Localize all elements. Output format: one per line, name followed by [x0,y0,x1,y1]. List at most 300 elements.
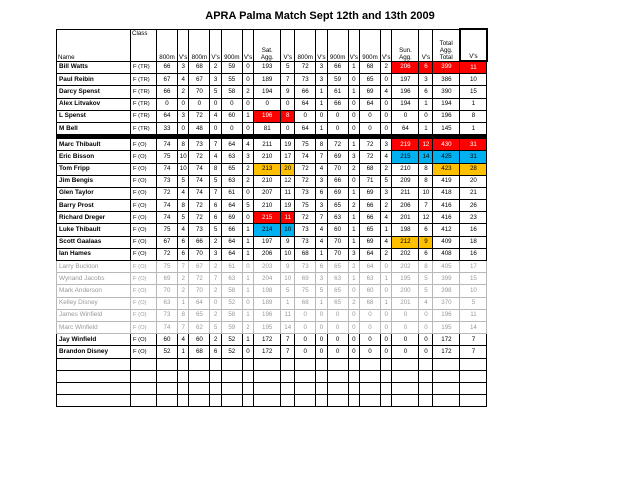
score-cell: 0 [242,74,253,86]
empty-cell [381,370,392,382]
shooter-name: Brandon Disney [57,346,131,358]
shooter-name: Jim Bengis [57,175,131,187]
empty-cell [221,382,242,394]
score-cell: 193 [254,61,281,74]
shooter-name: Richard Dreger [57,212,131,224]
table-row [57,110,487,122]
column-header: V's [316,29,327,61]
score-cell: 52 [221,297,242,309]
shooter-name: Bill Watts [57,61,131,74]
score-cell: 198 [254,285,281,297]
empty-cell [381,382,392,394]
empty-row [57,395,487,407]
score-cell: 0 [381,346,392,358]
score-cell: 65 [221,163,242,175]
empty-cell [131,395,157,407]
score-cell: 4 [381,151,392,163]
empty-cell [316,358,327,370]
score-cell: 172 [254,346,281,358]
score-cell: 3 [419,74,433,86]
score-cell: 68 [360,61,381,74]
score-cell: 65 [360,224,381,236]
score-cell: 8 [210,163,221,175]
empty-cell [210,382,221,394]
score-cell: 74 [157,212,178,224]
empty-cell [460,358,487,370]
score-cell: 7 [460,334,487,346]
empty-cell [348,370,359,382]
score-cell: 64 [295,122,316,134]
score-cell: 210 [254,151,281,163]
score-cell: 74 [157,139,178,151]
score-cell: 7 [460,346,487,358]
score-cell: 1 [316,248,327,260]
score-cell: 74 [189,163,210,175]
empty-cell [360,358,381,370]
results-table [56,28,488,407]
score-cell: 3 [178,110,189,122]
score-cell: 0 [210,297,221,309]
column-header: V's [419,29,433,61]
score-cell: 59 [221,61,242,74]
score-cell: 0 [295,321,316,333]
score-cell: 72 [327,139,348,151]
score-cell: 195 [433,321,460,333]
score-cell: 63 [221,175,242,187]
empty-cell [295,370,316,382]
shooter-class: F (O) [131,224,157,236]
score-cell: 206 [254,248,281,260]
score-cell: 61 [327,86,348,98]
score-cell: 207 [254,187,281,199]
score-cell: 4 [381,86,392,98]
score-cell: 69 [327,187,348,199]
score-cell: 1 [381,297,392,309]
score-cell: 59 [221,321,242,333]
score-cell: 1 [242,236,253,248]
score-cell: 1 [316,86,327,98]
score-cell: 65 [327,297,348,309]
column-header: V's [210,29,221,61]
score-cell: 0 [295,309,316,321]
score-cell: 0 [419,309,433,321]
score-cell: 6 [210,200,221,212]
score-cell: 203 [254,261,281,273]
score-cell: 1 [316,122,327,134]
score-cell: 66 [157,61,178,74]
score-cell: 212 [392,236,419,248]
empty-cell [433,358,460,370]
score-cell: 145 [433,122,460,134]
score-cell: 3 [178,61,189,74]
score-cell: 196 [433,110,460,122]
score-cell: 195 [254,321,281,333]
column-header: Total Agg. Total [433,29,460,61]
score-cell: 2 [178,273,189,285]
shooter-class: F (O) [131,321,157,333]
score-cell: 1 [381,273,392,285]
score-cell: 0 [327,321,348,333]
score-cell: 0 [419,334,433,346]
score-cell: 66 [327,98,348,110]
table-row [57,309,487,321]
score-cell: 2 [210,334,221,346]
score-cell: 0 [242,61,253,74]
score-cell: 7 [281,346,295,358]
score-cell: 5 [178,175,189,187]
score-cell: 1 [348,139,359,151]
score-cell: 198 [392,224,419,236]
score-cell: 72 [295,212,316,224]
empty-cell [254,395,281,407]
score-cell: 1 [348,187,359,199]
score-cell: 64 [295,98,316,110]
column-header: V's [381,29,392,61]
score-cell: 52 [221,334,242,346]
score-cell: 0 [316,309,327,321]
score-cell: 0 [360,334,381,346]
score-cell: 7 [178,261,189,273]
score-cell: 0 [157,98,178,110]
score-cell: 194 [433,98,460,110]
score-cell: 12 [281,175,295,187]
score-cell: 17 [460,261,487,273]
score-cell: 0 [295,110,316,122]
score-cell: 3 [242,151,253,163]
score-cell: 196 [392,86,419,98]
score-cell: 7 [281,74,295,86]
score-cell: 75 [295,200,316,212]
score-cell: 4 [316,236,327,248]
shooter-name: Jay Winfield [57,334,131,346]
score-cell: 189 [254,297,281,309]
score-cell: 0 [392,309,419,321]
table-row [57,175,487,187]
score-cell: 4 [178,334,189,346]
header-row [57,29,487,61]
score-cell: 74 [157,163,178,175]
score-cell: 8 [419,261,433,273]
score-cell: 1 [381,224,392,236]
score-cell: 7 [281,334,295,346]
score-cell: 55 [221,74,242,86]
score-cell: 16 [460,224,487,236]
score-cell: 5 [210,224,221,236]
score-cell: 1 [460,122,487,134]
shooter-class: F (O) [131,151,157,163]
empty-cell [460,370,487,382]
score-cell: 73 [295,187,316,199]
shooter-class: F (O) [131,163,157,175]
score-cell: 64 [221,139,242,151]
empty-cell [57,395,131,407]
empty-cell [242,395,253,407]
score-cell: 66 [360,200,381,212]
score-cell: 399 [433,61,460,74]
empty-cell [295,382,316,394]
score-cell: 210 [392,163,419,175]
score-cell: 3 [316,200,327,212]
empty-cell [460,395,487,407]
table-row [57,122,487,134]
score-cell: 172 [433,346,460,358]
score-cell: 210 [254,200,281,212]
score-cell: 66 [327,175,348,187]
column-header: V's [281,29,295,61]
column-header: V's [242,29,253,61]
score-cell: 4 [381,212,392,224]
score-cell: 10 [281,248,295,260]
empty-cell [460,382,487,394]
score-cell: 63 [327,212,348,224]
score-cell: 69 [295,273,316,285]
score-cell: 5 [460,297,487,309]
column-header: 900m [360,29,381,61]
score-cell: 3 [316,175,327,187]
score-cell: 19 [281,200,295,212]
shooter-name: L Spenst [57,110,131,122]
score-cell: 0 [316,334,327,346]
score-cell: 66 [189,236,210,248]
score-cell: 75 [157,261,178,273]
empty-cell [419,370,433,382]
empty-cell [327,382,348,394]
score-cell: 72 [360,139,381,151]
score-cell: 10 [281,273,295,285]
score-cell: 75 [157,151,178,163]
score-cell: 11 [281,309,295,321]
score-cell: 201 [392,212,419,224]
score-cell: 7 [210,187,221,199]
score-cell: 12 [419,212,433,224]
score-cell: 196 [254,110,281,122]
score-cell: 0 [381,98,392,110]
score-cell: 5 [210,321,221,333]
table-row [57,98,487,110]
score-cell: 66 [157,86,178,98]
score-cell: 70 [327,163,348,175]
empty-cell [360,382,381,394]
score-cell: 52 [157,346,178,358]
table-row [57,86,487,98]
score-cell: 0 [210,122,221,134]
score-cell: 71 [360,175,381,187]
empty-cell [327,370,348,382]
score-cell: 405 [433,261,460,273]
table-row [57,346,487,358]
score-cell: 0 [392,321,419,333]
score-cell: 72 [189,151,210,163]
score-cell: 5 [281,285,295,297]
score-cell: 72 [189,273,210,285]
score-cell: 15 [460,86,487,98]
score-cell: 73 [189,224,210,236]
score-cell: 0 [392,346,419,358]
score-cell: 64 [392,122,419,134]
score-cell: 0 [381,321,392,333]
score-cell: 72 [360,151,381,163]
score-cell: 213 [254,163,281,175]
score-cell: 3 [210,74,221,86]
score-cell: 219 [392,139,419,151]
shooter-class: F (O) [131,273,157,285]
score-cell: 0 [178,122,189,134]
score-cell: 10 [419,187,433,199]
score-cell: 68 [189,346,210,358]
empty-cell [157,382,178,394]
score-cell: 202 [392,248,419,260]
score-cell: 8 [316,139,327,151]
empty-cell [221,395,242,407]
score-cell: 215 [254,212,281,224]
score-cell: 0 [178,98,189,110]
score-cell: 196 [433,309,460,321]
shooter-name: Mark Anderson [57,285,131,297]
score-cell: 73 [157,309,178,321]
shooter-name: Eric Bisson [57,151,131,163]
table-row [57,248,487,260]
score-cell: 69 [157,273,178,285]
shooter-class: F (O) [131,236,157,248]
score-cell: 211 [392,187,419,199]
score-cell: 6 [419,86,433,98]
table-row [57,163,487,175]
score-cell: 215 [392,151,419,163]
score-cell: 3 [316,61,327,74]
score-cell: 3 [381,187,392,199]
score-cell: 0 [381,309,392,321]
score-cell: 64 [360,261,381,273]
shooter-class: F (O) [131,297,157,309]
score-cell: 20 [460,175,487,187]
score-cell: 70 [189,285,210,297]
score-cell: 75 [295,285,316,297]
score-cell: 416 [433,200,460,212]
score-cell: 65 [327,200,348,212]
score-cell: 209 [392,175,419,187]
score-cell: 0 [281,98,295,110]
score-cell: 68 [360,163,381,175]
score-cell: 0 [360,346,381,358]
score-cell: 74 [189,187,210,199]
shooter-name: Ian Hames [57,248,131,260]
score-cell: 1 [348,86,359,98]
score-cell: 68 [360,297,381,309]
score-cell: 0 [392,334,419,346]
score-cell: 73 [295,261,316,273]
score-cell: 14 [419,151,433,163]
score-cell: 430 [433,139,460,151]
score-cell: 0 [381,285,392,297]
empty-cell [189,382,210,394]
score-cell: 1 [348,273,359,285]
score-cell: 0 [381,334,392,346]
score-cell: 2 [348,297,359,309]
empty-cell [178,358,189,370]
score-cell: 59 [327,74,348,86]
score-cell: 214 [254,224,281,236]
shooter-class: F (O) [131,139,157,151]
score-cell: 2 [210,61,221,74]
score-cell: 65 [189,309,210,321]
score-cell: 1 [348,212,359,224]
table-row [57,74,487,86]
column-header: Class [131,29,157,61]
score-cell: 2 [348,200,359,212]
score-cell: 62 [189,321,210,333]
score-cell: 2 [348,163,359,175]
shooter-class: F (O) [131,187,157,199]
empty-cell [327,358,348,370]
score-cell: 15 [460,273,487,285]
shooter-name: Marc Winfield [57,321,131,333]
empty-cell [131,358,157,370]
score-cell: 3 [210,248,221,260]
score-cell: 0 [281,122,295,134]
score-cell: 0 [381,74,392,86]
score-cell: 8 [178,309,189,321]
score-cell: 0 [242,187,253,199]
score-cell: 2 [381,200,392,212]
score-cell: 197 [254,236,281,248]
table-row [57,273,487,285]
empty-cell [392,395,419,407]
score-cell: 1 [242,309,253,321]
score-cell: 0 [242,346,253,358]
score-cell: 5 [281,61,295,74]
empty-cell [433,382,460,394]
score-cell: 5 [419,273,433,285]
score-cell: 10 [460,74,487,86]
score-cell: 67 [189,261,210,273]
score-cell: 8 [178,139,189,151]
score-cell: 1 [242,285,253,297]
shooter-name: Luke Thibault [57,224,131,236]
empty-cell [419,395,433,407]
score-cell: 19 [281,139,295,151]
empty-cell [316,370,327,382]
empty-cell [189,370,210,382]
score-cell: 68 [189,61,210,74]
score-cell: 73 [295,224,316,236]
score-cell: 0 [295,334,316,346]
score-cell: 2 [178,285,189,297]
score-cell: 58 [221,285,242,297]
score-cell: 0 [221,98,242,110]
score-cell: 0 [348,122,359,134]
score-cell: 6 [419,61,433,74]
score-cell: 74 [295,151,316,163]
shooter-class: F (O) [131,212,157,224]
score-cell: 72 [295,163,316,175]
empty-cell [360,370,381,382]
score-cell: 58 [221,309,242,321]
score-cell: 8 [460,110,487,122]
score-cell: 64 [360,248,381,260]
column-header: Sat. Agg. [254,29,281,61]
score-cell: 0 [327,334,348,346]
score-cell: 72 [157,248,178,260]
score-cell: 11 [281,212,295,224]
empty-cell [327,395,348,407]
shooter-class: F (O) [131,285,157,297]
score-cell: 0 [348,74,359,86]
results-table-body [57,29,487,407]
empty-cell [131,382,157,394]
score-cell: 204 [254,273,281,285]
score-cell: 65 [360,74,381,86]
empty-cell [157,395,178,407]
